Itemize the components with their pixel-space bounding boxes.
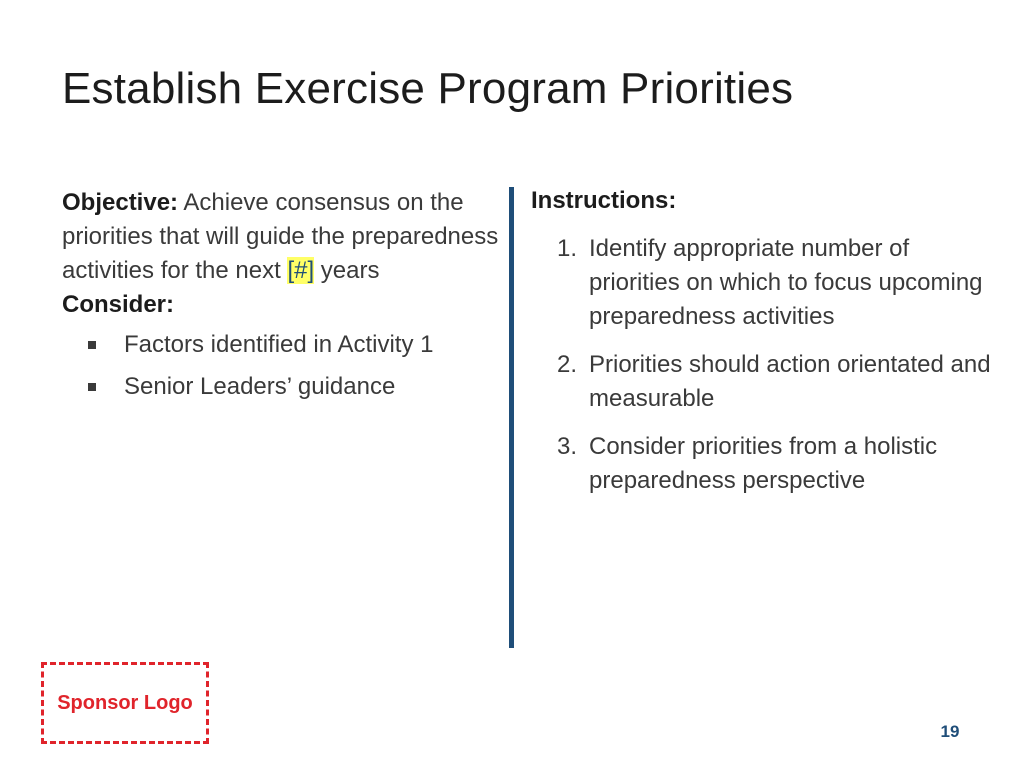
sponsor-logo-placeholder xyxy=(41,662,209,744)
years-placeholder: [#] xyxy=(287,257,315,284)
step-number: 2. xyxy=(557,351,578,378)
objective-paragraph xyxy=(62,186,502,288)
instructions-list xyxy=(531,232,1001,498)
page-number: 19 xyxy=(940,722,960,741)
list-item xyxy=(62,328,502,362)
objective-label: Objective: xyxy=(62,189,179,216)
list-item xyxy=(62,370,502,404)
objective-column xyxy=(62,186,502,412)
list-item xyxy=(531,348,1001,416)
list-item xyxy=(531,232,1001,334)
sponsor-logo-text: Sponsor Logo xyxy=(57,691,193,714)
bullet-text: Factors identified in Activity 1 xyxy=(124,331,434,358)
objective-text-end: years xyxy=(314,257,380,284)
square-bullet-icon xyxy=(88,341,96,349)
instructions-label: Instructions: xyxy=(531,187,677,214)
square-bullet-icon xyxy=(88,383,96,391)
step-text: Consider priorities from a holistic preparedness perspective xyxy=(589,433,938,494)
objective-text-start: Achieve consensus on the priorities that will guide the preparedness activities for the next xyxy=(62,189,499,284)
column-divider xyxy=(509,187,514,648)
step-text: Identify appropriate number of priorities on which to focus upcoming preparedness activities xyxy=(589,235,983,330)
consider-list xyxy=(62,328,502,404)
step-number: 3. xyxy=(557,433,578,460)
list-item xyxy=(531,430,1001,498)
instructions-column xyxy=(531,184,1001,512)
bullet-text: Senior Leaders’ guidance xyxy=(124,373,396,400)
consider-label: Consider: xyxy=(62,291,175,318)
slide-title: Establish Exercise Program Priorities xyxy=(62,64,794,113)
step-number: 1. xyxy=(557,235,578,262)
step-text: Priorities should action orientated and measurable xyxy=(589,351,991,412)
